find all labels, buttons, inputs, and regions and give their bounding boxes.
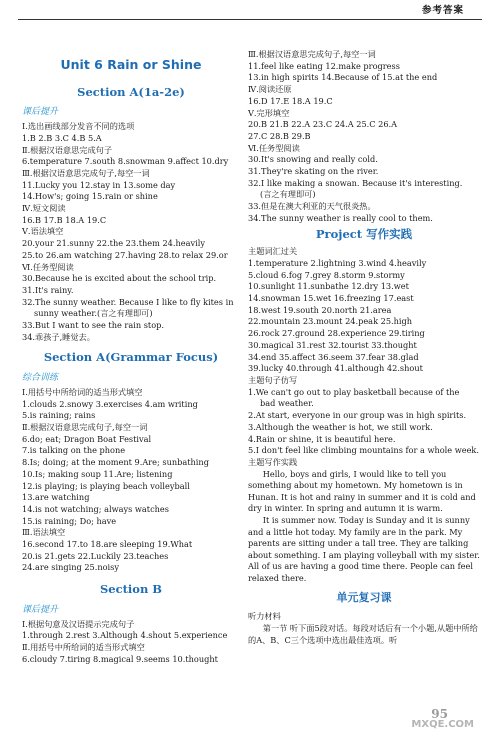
answer-line: (言之有理即可) [260, 189, 316, 200]
watermark: MXQE.COM [411, 719, 474, 731]
answer-line: 6.temperature 7.south 8.snowman 9.affect 10.dry [22, 156, 229, 167]
answer-line: 30.magical 31.rest 32.tourist 33.thought [248, 339, 417, 350]
tag-after-class-b: 课后提升 [22, 604, 59, 615]
answer-line: 33.But I want to see the rain stop. [22, 320, 164, 331]
section-a-grammar-title: Section A(Grammar Focus) [43, 350, 219, 365]
section-b-title: Section B [99, 582, 163, 597]
answer-line: 11.feel like eating 12.make progress [248, 60, 400, 71]
answer-line: Ⅲ.根据汉语意思完成句子,每空一词 [22, 167, 150, 178]
answer-line: 14.is not watching; always watches [22, 503, 169, 514]
answer-line: 16.second 17.to 18.are sleeping 19.What [22, 539, 193, 550]
answer-line: 3.Although the weather is hot, we still work. [248, 421, 433, 432]
answer-line: 2.At start, everyone in our group was in high spirits. [248, 410, 467, 421]
answer-line: 4.Rain or shine, it is beautiful here. [248, 433, 396, 444]
section-b-answers [22, 619, 240, 666]
answer-line: 39.lucky 40.through 41.although 42.shout [248, 363, 423, 374]
listening-instructions: 第一节 听下面5段对话。每段对话后有一个小题,从题中所给的A、B、C三个选项中选出最佳选项。听 [248, 622, 478, 645]
answer-line: 27.C 28.B 29.B [248, 130, 311, 141]
answer-line: Ⅴ.语法填空 [22, 226, 64, 237]
answer-line: 16.D 17.E 18.A 19.C [248, 95, 333, 106]
project-vocabulary [248, 246, 480, 386]
answer-line: 10.sunlight 11.sunbathe 12.dry 13.wet [248, 281, 409, 292]
header-rule [18, 19, 482, 20]
answer-line: 14.How's; going 15.rain or shine [22, 191, 158, 202]
unit-title: Unit 6 Rain or Shine [60, 57, 202, 72]
answer-line: Ⅳ.阅读还原 [248, 84, 292, 95]
answer-line: 26.rock 27.ground 28.experience 29.tiring [248, 328, 425, 339]
answer-line: Ⅰ.选出画线部分发音不同的选项 [22, 121, 135, 132]
answer-line: 31.They're skating on the river. [248, 166, 379, 177]
answer-line: 5.is raining; rains [22, 410, 96, 421]
answer-line: 主题词汇过关 [248, 246, 298, 257]
answer-line: 1.We can't go out to play basketball because of the [248, 386, 460, 397]
answer-line: Ⅰ.根据句意及汉语提示完成句子 [22, 618, 135, 629]
section-a-answers [22, 121, 240, 343]
answer-line: 24.are singing 25.noisy [22, 562, 120, 573]
project-sentences [248, 387, 480, 469]
answer-line: bad weather. [260, 398, 314, 409]
answer-line: Ⅵ.任务型阅读 [22, 261, 74, 272]
answer-line: Ⅲ.语法填空 [22, 527, 66, 538]
answer-line: 15.is raining; Do; have [22, 515, 117, 526]
answer-line: 1.through 2.rest 3.Although 4.shout 5.experience [22, 630, 228, 641]
answer-line: 30.It's snowing and really cold. [248, 154, 378, 165]
answer-line: Ⅱ.根据汉语意思完成句子 [22, 144, 113, 155]
answer-line: 10.Is; making soup 11.Are; listening [22, 468, 173, 479]
answer-line: Ⅱ.用括号中所给词的适当形式填空 [22, 641, 145, 652]
left-column [22, 49, 240, 665]
answer-line: 1.B 2.B 3.C 4.B 5.A [22, 132, 102, 143]
answer-line: 8.Is; doing; at the moment 9.Are; sunbathing [22, 457, 209, 468]
grammar-focus-answers [22, 387, 240, 574]
answer-line: 22.mountain 23.mount 24.peak 25.high [248, 316, 413, 327]
essay-paragraph-1: Hello, boys and girls, I would like to tell you something about my hometown. My hometown is in Hunan. It is hot and rainy in summer and it is cold and dry in winter. In spring and autumn it is warm. [248, 468, 476, 514]
answer-line: 34.The sunny weather is really cool to them. [248, 212, 433, 223]
answer-line: 6.cloudy 7.tiring 8.magical 9.seems 10.thought [22, 653, 218, 664]
header-title: 参考答案 [421, 5, 464, 16]
answer-line: Ⅳ.短文阅读 [22, 203, 66, 214]
answer-line: 32.The sunny weather. Because I like to fly kites in [22, 296, 234, 307]
essay-paragraph-2: It is summer now. Today is Sunday and it is sunny and a little hot today. My family are in the park. My parents are sitting under a tall tree. They are talking about something. I am playing volleyball with my sister. All of us are having a good time there. People can feel relaxed there. [248, 514, 480, 583]
answer-line: 20.B 21.B 22.A 23.C 24.A 25.C 26.A [248, 119, 398, 130]
answer-line: 34.end 35.affect 36.seem 37.fear 38.glad [248, 351, 419, 362]
section-b-continued [248, 49, 480, 225]
answer-line: 1.clouds 2.snowy 3.exercises 4.am writing [22, 398, 198, 409]
answer-line: 31.It's rainy. [22, 284, 74, 295]
tag-after-class: 课后提升 [22, 107, 59, 118]
answer-line: Ⅰ.用括号中所给词的适当形式填空 [22, 386, 143, 397]
answer-line: 12.is playing; is playing beach volleyball [22, 480, 190, 491]
page-number: 95 [431, 707, 448, 722]
answer-line: 34.乖孩子,睡觉去。 [22, 331, 95, 342]
answer-line: 30.Because he is excited about the school trip. [22, 273, 217, 284]
answer-line: 5.I don't feel like climbing mountains for a whole week. [248, 445, 479, 456]
answer-line: 25.to 26.am watching 27.having 28.to relax 29.or [22, 249, 228, 260]
answer-line: 主题写作实践 [248, 456, 298, 467]
answer-line: sunny weather.(言之有理即可) [34, 308, 153, 319]
answer-line: 20.is 21.gets 22.Luckily 23.teaches [22, 550, 169, 561]
tag-comprehensive: 综合训练 [22, 373, 59, 384]
right-column [248, 49, 480, 646]
project-title: Project 写作实践 [315, 226, 413, 241]
answer-line: 7.is talking on the phone [22, 445, 126, 456]
answer-line: 主题句子仿写 [248, 374, 298, 385]
answer-line: 11.Lucky you 12.stay in 13.some day [22, 179, 176, 190]
answer-line: 14.snowman 15.wet 16.freezing 17.east [248, 293, 414, 304]
answer-line: 13.in high spirits 14.Because of 15.at the end [248, 72, 438, 83]
listening-title: 听力材料 [248, 611, 281, 622]
answer-line: 6.do; eat; Dragon Boat Festival [22, 433, 152, 444]
answer-line: 1.temperature 2.lightning 3.wind 4.heavily [248, 257, 427, 268]
answer-line: 16.B 17.B 18.A 19.C [22, 214, 107, 225]
answer-line: 20.your 21.sunny 22.the 23.them 24.heavily [22, 238, 205, 249]
answer-line: 13.are watching [22, 492, 90, 503]
answer-line: 18.west 19.south 20.north 21.area [248, 304, 392, 315]
answer-line: 33.但是在澳大利亚的天气很炎热。 [248, 201, 376, 212]
review-title: 单元复习课 [336, 590, 392, 604]
answer-line: Ⅴ.完形填空 [248, 107, 290, 118]
answer-line: Ⅲ.根据汉语意思完成句子,每空一词 [248, 49, 376, 59]
section-a-title: Section A(1a-2e) [77, 84, 185, 99]
answer-line: Ⅵ.任务型阅读 [248, 142, 300, 153]
answer-line: 5.cloud 6.fog 7.grey 8.storm 9.stormy [248, 269, 405, 280]
answer-line: 32.I like making a snowan. Because it's interesting. [248, 177, 463, 188]
answer-line: Ⅱ.根据汉语意思完成句子,每空一词 [22, 421, 148, 432]
